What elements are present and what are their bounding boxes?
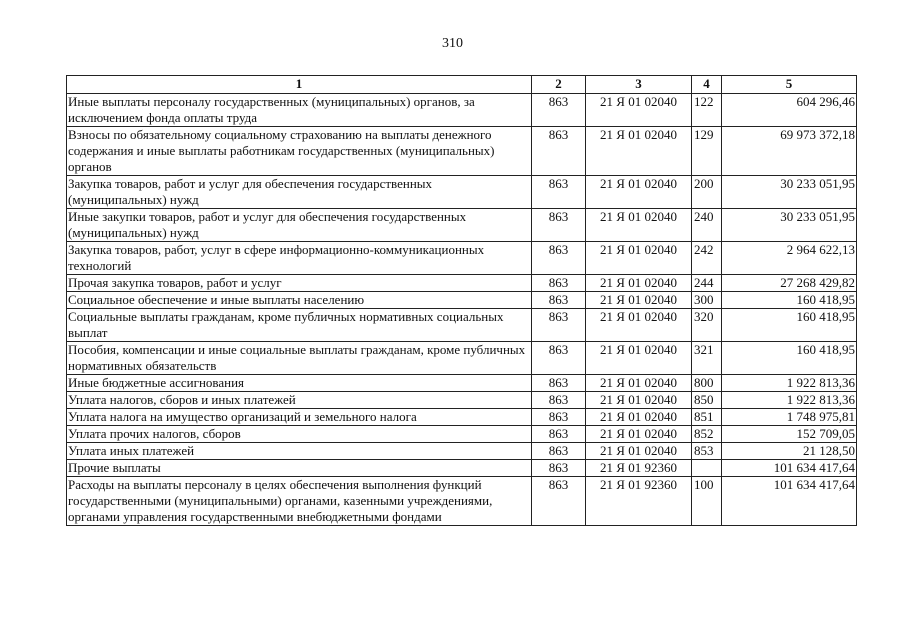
row-sum: 101 634 417,64	[722, 477, 857, 526]
row-vr: 850	[692, 392, 722, 409]
row-name: Пособия, компенсации и иные социальные выплаты гражданам, кроме публичных нормативных обязательств	[67, 342, 532, 375]
row-csr: 21 Я 01 02040	[586, 242, 692, 275]
header-row	[67, 76, 857, 94]
budget-table	[66, 75, 857, 526]
table-row	[67, 209, 857, 242]
row-csr: 21 Я 01 02040	[586, 94, 692, 127]
table-row	[67, 342, 857, 375]
row-code: 863	[532, 342, 586, 375]
row-sum: 604 296,46	[722, 94, 857, 127]
table-row	[67, 94, 857, 127]
row-vr: 100	[692, 477, 722, 526]
table-row	[67, 426, 857, 443]
row-sum: 160 418,95	[722, 342, 857, 375]
row-code: 863	[532, 443, 586, 460]
row-code: 863	[532, 127, 586, 176]
row-sum: 101 634 417,64	[722, 460, 857, 477]
row-name: Взносы по обязательному социальному страхованию на выплаты денежного содержания и иные выплаты работникам государственных (муниципальных) органов	[67, 127, 532, 176]
row-csr: 21 Я 01 02040	[586, 292, 692, 309]
row-sum: 160 418,95	[722, 309, 857, 342]
header-col-5: 5	[722, 76, 857, 94]
row-vr: 242	[692, 242, 722, 275]
row-code: 863	[532, 477, 586, 526]
row-code: 863	[532, 392, 586, 409]
row-code: 863	[532, 275, 586, 292]
header-col-1: 1	[67, 76, 532, 94]
row-vr: 244	[692, 275, 722, 292]
row-vr: 320	[692, 309, 722, 342]
row-csr: 21 Я 01 02040	[586, 426, 692, 443]
row-code: 863	[532, 375, 586, 392]
table-row	[67, 292, 857, 309]
row-sum: 30 233 051,95	[722, 176, 857, 209]
table-row	[67, 309, 857, 342]
row-name: Прочая закупка товаров, работ и услуг	[67, 275, 532, 292]
row-sum: 27 268 429,82	[722, 275, 857, 292]
row-sum: 21 128,50	[722, 443, 857, 460]
table-row	[67, 375, 857, 392]
table-row	[67, 460, 857, 477]
row-vr: 851	[692, 409, 722, 426]
row-csr: 21 Я 01 02040	[586, 209, 692, 242]
table-row	[67, 443, 857, 460]
row-vr: 129	[692, 127, 722, 176]
row-vr: 200	[692, 176, 722, 209]
table-row	[67, 275, 857, 292]
row-csr: 21 Я 01 02040	[586, 275, 692, 292]
row-name: Уплата налогов, сборов и иных платежей	[67, 392, 532, 409]
row-csr: 21 Я 01 02040	[586, 409, 692, 426]
row-name: Иные бюджетные ассигнования	[67, 375, 532, 392]
row-csr: 21 Я 01 92360	[586, 460, 692, 477]
table-body	[67, 94, 857, 526]
row-code: 863	[532, 426, 586, 443]
row-csr: 21 Я 01 02040	[586, 443, 692, 460]
row-vr	[692, 460, 722, 477]
row-vr: 321	[692, 342, 722, 375]
row-sum: 160 418,95	[722, 292, 857, 309]
table-row	[67, 409, 857, 426]
row-csr: 21 Я 01 02040	[586, 392, 692, 409]
row-sum: 152 709,05	[722, 426, 857, 443]
row-csr: 21 Я 01 02040	[586, 176, 692, 209]
row-sum: 30 233 051,95	[722, 209, 857, 242]
row-name: Прочие выплаты	[67, 460, 532, 477]
row-vr: 300	[692, 292, 722, 309]
row-code: 863	[532, 209, 586, 242]
row-vr: 853	[692, 443, 722, 460]
row-csr: 21 Я 01 92360	[586, 477, 692, 526]
row-name: Социальные выплаты гражданам, кроме публичных нормативных социальных выплат	[67, 309, 532, 342]
row-vr: 240	[692, 209, 722, 242]
row-name: Уплата налога на имущество организаций и земельного налога	[67, 409, 532, 426]
row-name: Расходы на выплаты персоналу в целях обеспечения выполнения функций государственными (муниципальными) органами, казенными учреждениями, органами управления государственными внебюджетными фондами	[67, 477, 532, 526]
row-code: 863	[532, 460, 586, 477]
row-code: 863	[532, 94, 586, 127]
table-row	[67, 127, 857, 176]
row-csr: 21 Я 01 02040	[586, 309, 692, 342]
row-sum: 1 748 975,81	[722, 409, 857, 426]
header-col-2: 2	[532, 76, 586, 94]
row-name: Закупка товаров, работ и услуг для обеспечения государственных (муниципальных) нужд	[67, 176, 532, 209]
row-csr: 21 Я 01 02040	[586, 342, 692, 375]
row-code: 863	[532, 176, 586, 209]
row-sum: 69 973 372,18	[722, 127, 857, 176]
row-sum: 1 922 813,36	[722, 375, 857, 392]
row-csr: 21 Я 01 02040	[586, 375, 692, 392]
table-row	[67, 176, 857, 209]
row-name: Иные закупки товаров, работ и услуг для обеспечения государственных (муниципальных) нужд	[67, 209, 532, 242]
row-code: 863	[532, 409, 586, 426]
row-vr: 122	[692, 94, 722, 127]
row-code: 863	[532, 309, 586, 342]
row-csr: 21 Я 01 02040	[586, 127, 692, 176]
row-code: 863	[532, 292, 586, 309]
row-vr: 800	[692, 375, 722, 392]
page-number: 310	[442, 36, 463, 51]
row-sum: 1 922 813,36	[722, 392, 857, 409]
row-name: Иные выплаты персоналу государственных (муниципальных) органов, за исключением фонда оплаты труда	[67, 94, 532, 127]
table-row	[67, 392, 857, 409]
header-col-3: 3	[586, 76, 692, 94]
header-col-4: 4	[692, 76, 722, 94]
row-name: Уплата прочих налогов, сборов	[67, 426, 532, 443]
table-row	[67, 477, 857, 526]
row-name: Социальное обеспечение и иные выплаты населению	[67, 292, 532, 309]
row-name: Уплата иных платежей	[67, 443, 532, 460]
row-vr: 852	[692, 426, 722, 443]
row-name: Закупка товаров, работ, услуг в сфере информационно-коммуникационных технологий	[67, 242, 532, 275]
row-code: 863	[532, 242, 586, 275]
row-sum: 2 964 622,13	[722, 242, 857, 275]
table-row	[67, 242, 857, 275]
